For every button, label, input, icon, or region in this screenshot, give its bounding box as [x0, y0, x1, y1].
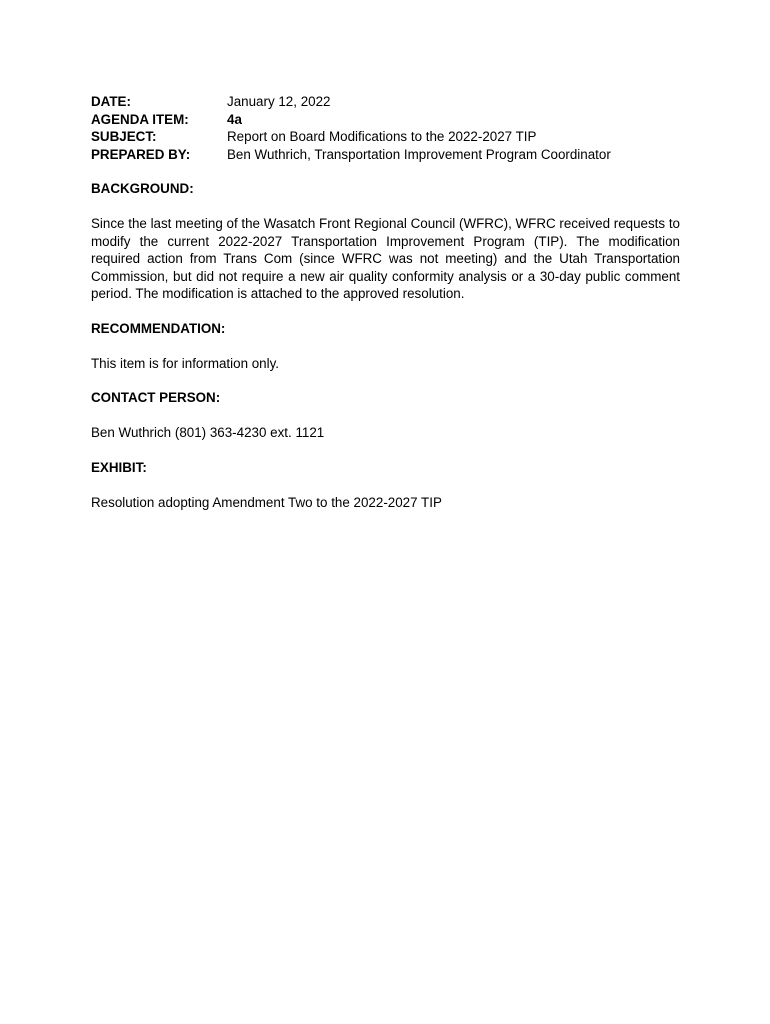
agenda-item-row: [91, 111, 680, 129]
memo-header: [91, 93, 680, 163]
subject-label: SUBJECT:: [91, 129, 157, 144]
subject-value: Report on Board Modifications to the 2022-2027 TIP: [227, 129, 537, 144]
exhibit-heading: EXHIBIT:: [91, 459, 147, 475]
memo-page: [91, 93, 680, 511]
date-row: [91, 93, 680, 111]
prepared-by-row: [91, 146, 680, 164]
prepared-by-value: Ben Wuthrich, Transportation Improvement Program Coordinator: [227, 146, 611, 162]
background-text: Since the last meeting of the Wasatch Front Regional Council (WFRC), WFRC received requests to modify the current 2022-2027 Transportation Improvement Program (TIP). The modification required action from Trans Com (since WFRC was not meeting) and the Utah Transportation Commission, but did not require a new air quality conformity analysis or a 30-day public comment period. The modification is attached to the approved resolution.: [91, 216, 680, 301]
recommendation-heading: RECOMMENDATION:: [91, 320, 226, 336]
date-value: January 12, 2022: [227, 94, 331, 109]
agenda-item-label: AGENDA ITEM:: [91, 111, 189, 127]
contact-person-heading: CONTACT PERSON:: [91, 390, 221, 405]
subject-row: [91, 128, 680, 146]
agenda-item-value: 4a: [227, 111, 242, 127]
date-label: DATE:: [91, 94, 131, 109]
prepared-by-label: PREPARED BY:: [91, 146, 191, 162]
recommendation-text: This item is for information only.: [91, 355, 280, 371]
exhibit-text: Resolution adopting Amendment Two to the 2022-2027 TIP: [91, 494, 442, 510]
contact-person-text: Ben Wuthrich (801) 363-4230 ext. 1121: [91, 425, 325, 440]
background-heading: BACKGROUND:: [91, 181, 194, 196]
